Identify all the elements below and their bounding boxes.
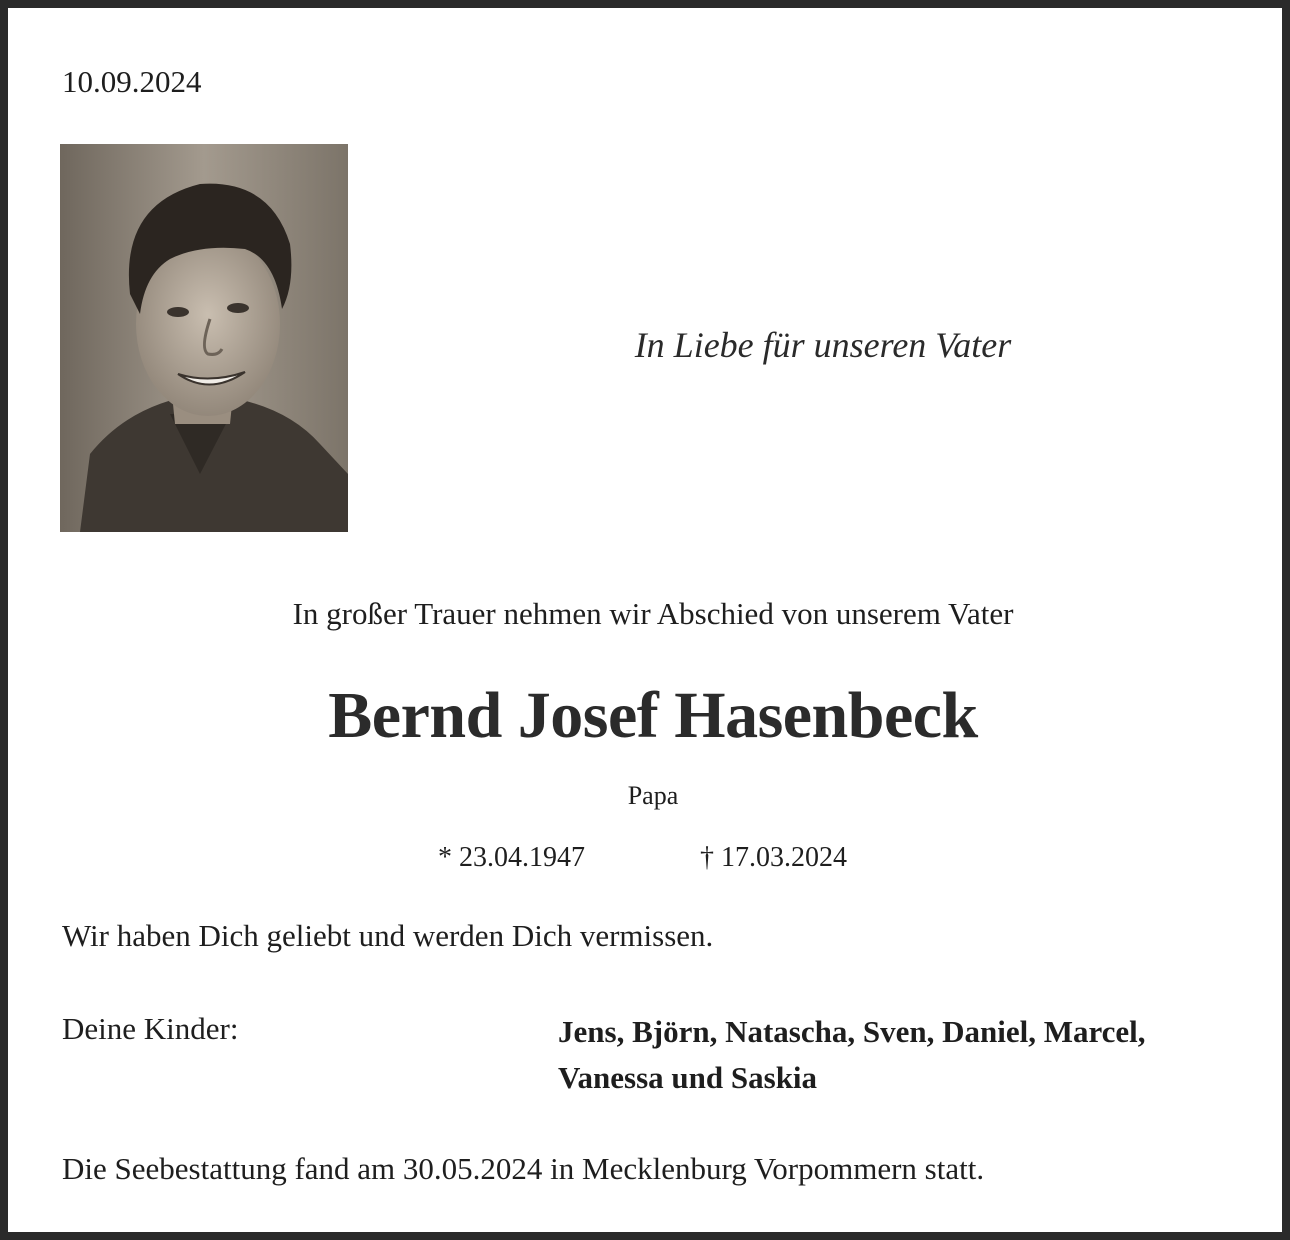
children-names-line-1: Jens, Björn, Natascha, Sven, Daniel, Marcel,: [558, 1014, 1146, 1049]
children-names: [558, 1009, 1238, 1101]
intro-text: In großer Trauer nehmen wir Abschied von unserem Vater: [292, 596, 1014, 631]
death-date: † 17.03.2024: [700, 842, 847, 873]
publish-date: 10.09.2024: [62, 64, 202, 99]
nickname: Papa: [627, 781, 679, 810]
burial-note: Die Seebestattung fand am 30.05.2024 in Mecklenburg Vorpommern statt.: [62, 1151, 985, 1186]
portrait-photo: [60, 144, 348, 532]
birth-date: * 23.04.1947: [438, 842, 585, 873]
children-label: Deine Kinder:: [62, 1011, 239, 1046]
dedication-text: In Liebe für unseren Vater: [634, 325, 1012, 365]
deceased-name: Bernd Josef Hasenbeck: [328, 679, 978, 752]
children-names-line-2: Vanessa und Saskia: [558, 1060, 818, 1095]
farewell-message: Wir haben Dich geliebt und werden Dich vermissen.: [62, 918, 714, 953]
